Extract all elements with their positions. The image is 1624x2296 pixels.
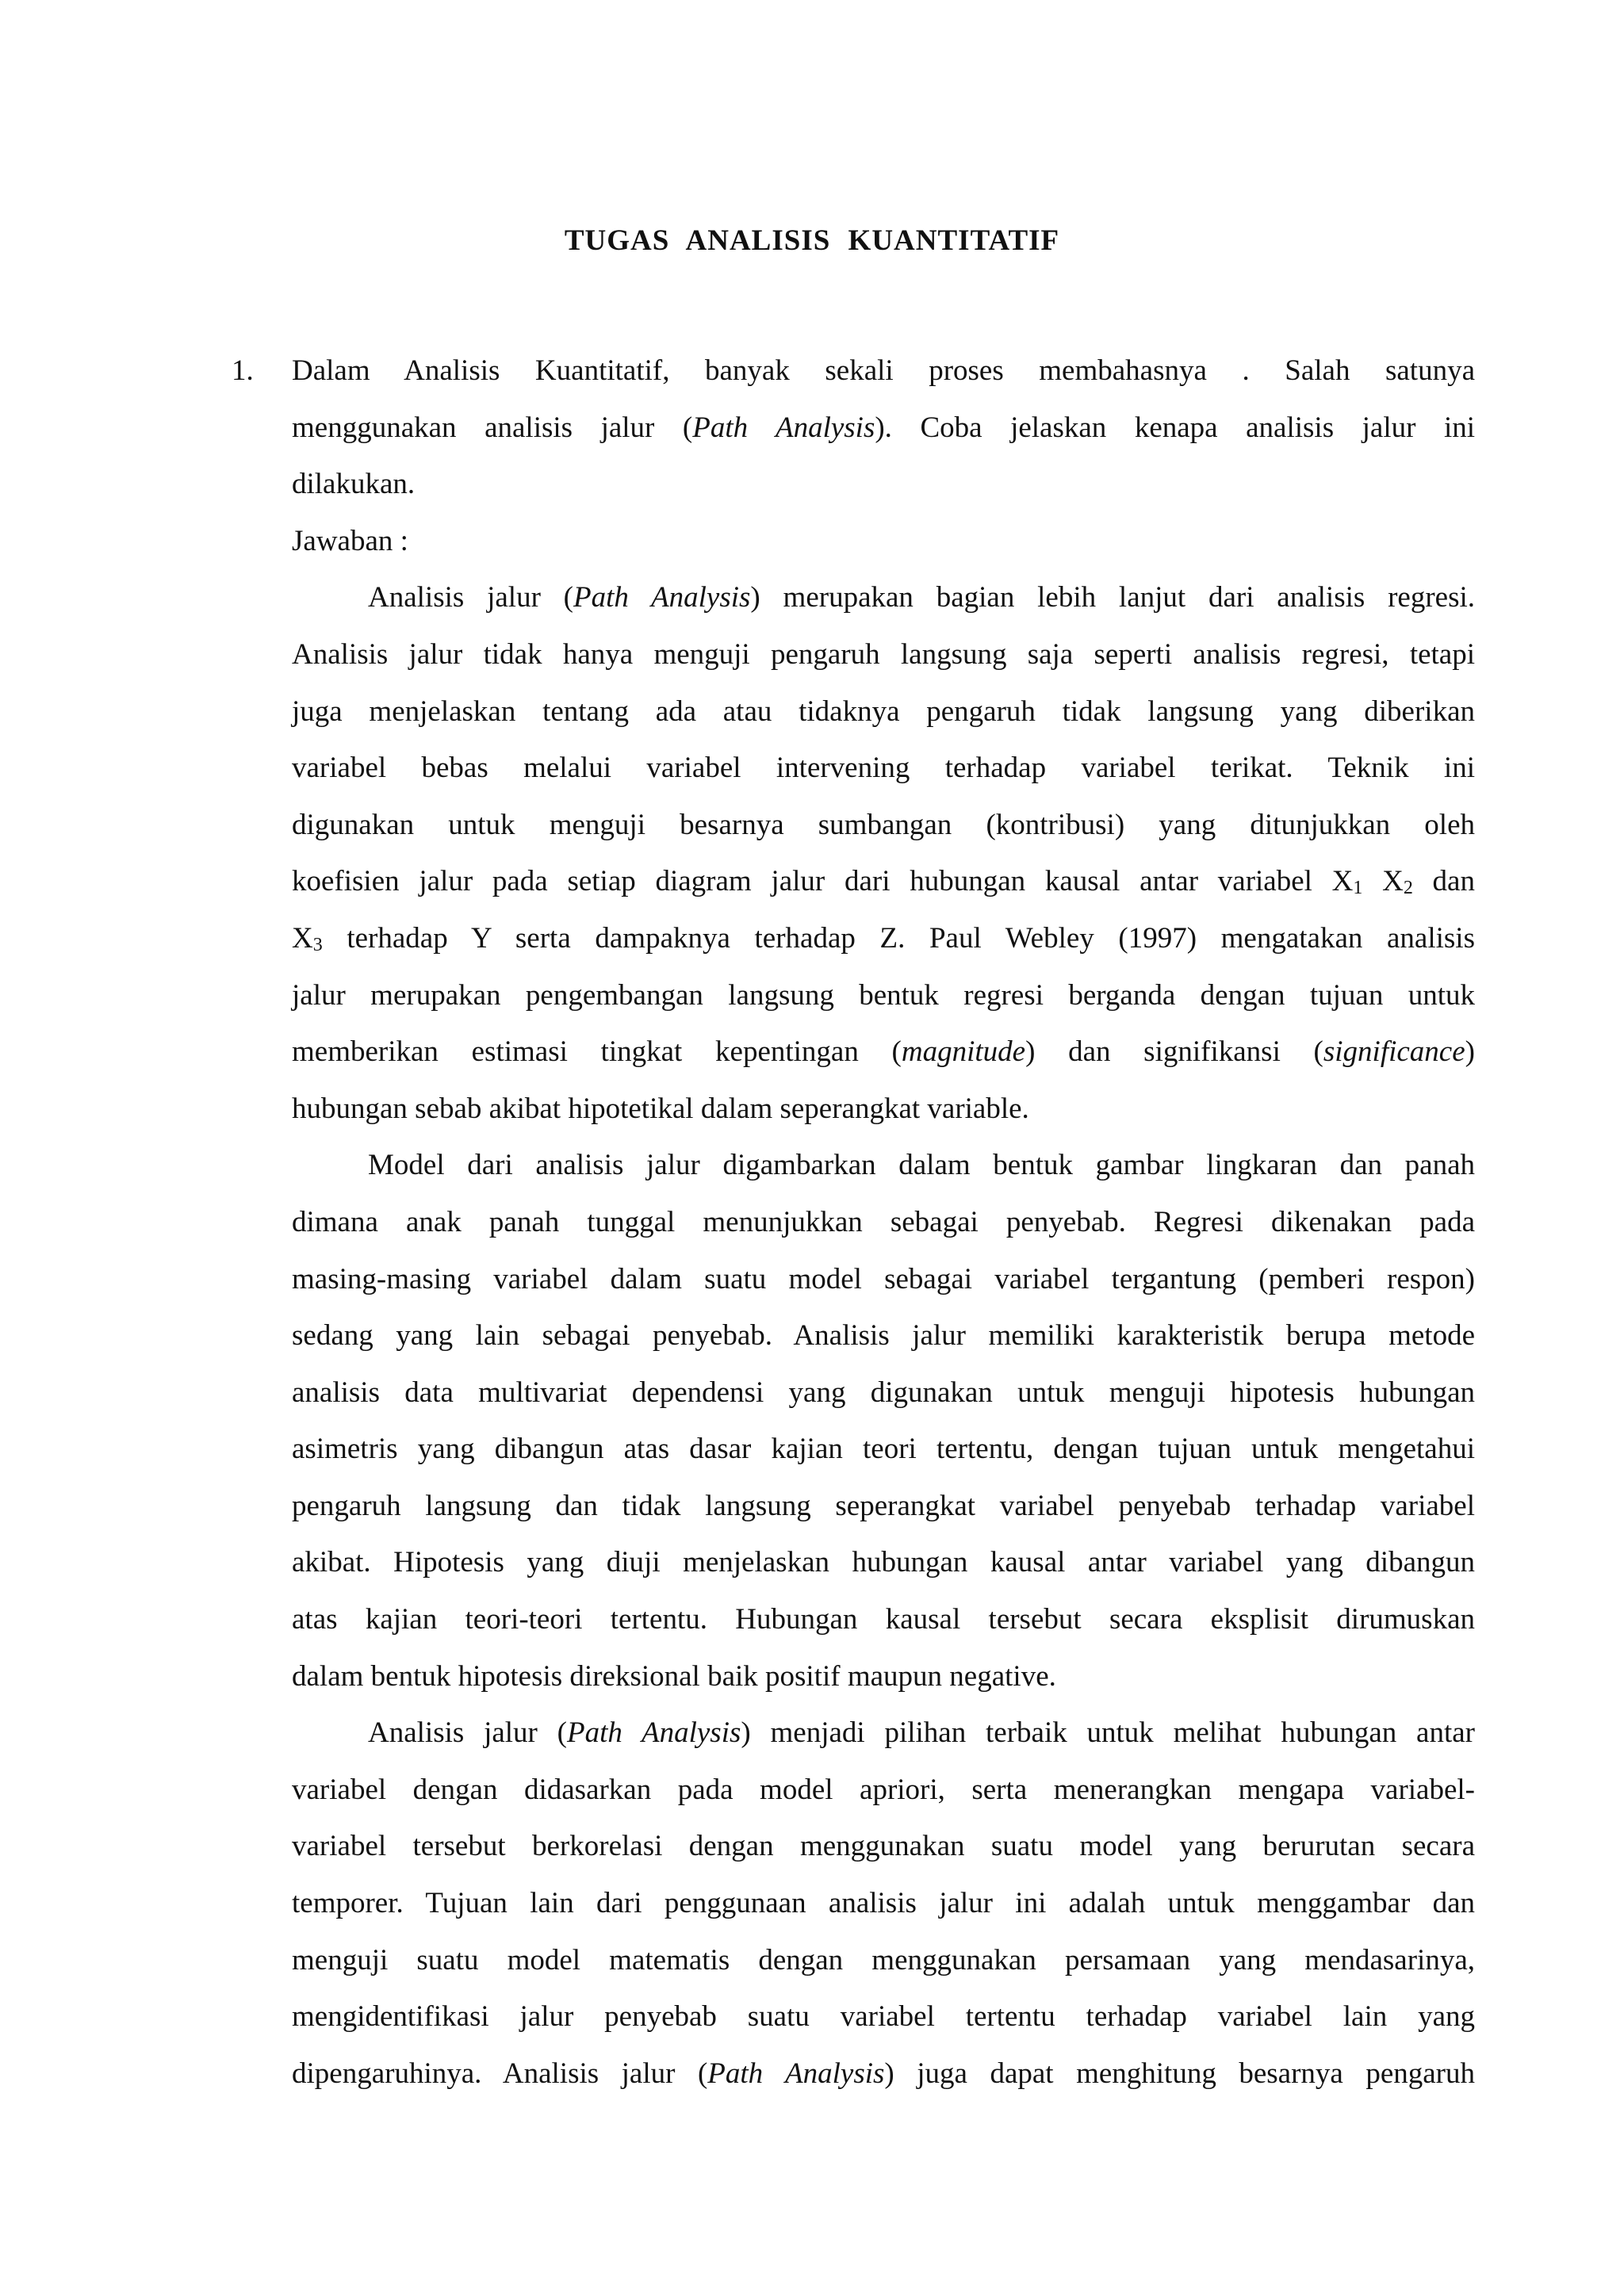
paragraph-line: koefisien jalur pada setiap diagram jalur dari hubungan kausal antar variabel $X_1$ $X_2$ dan: [292, 865, 1475, 899]
question-text: [292, 342, 1475, 513]
paragraph-line: mengidentifikasi jalur penyebab suatu variabel tertentu terhadap variabel lain yang: [292, 2000, 1475, 2034]
answer-paragraph-3: [292, 1705, 1475, 2102]
paragraph-line: Analisis jalur (Path Analysis) menjadi pilihan terbaik untuk melihat hubungan antar: [368, 1716, 1476, 1750]
document-title: TUGAS ANALISIS KUANTITATIF: [564, 224, 1060, 257]
answer-paragraph-1: [292, 569, 1475, 1137]
paragraph-line: sedang yang lain sebagai penyebab. Analisis jalur memiliki karakteristik berupa metode: [292, 1319, 1475, 1353]
paragraph-line: pengaruh langsung dan tidak langsung seperangkat variabel penyebab terhadap variabel: [292, 1489, 1475, 1522]
answer-label: Jawaban :: [292, 524, 408, 557]
paragraph-line: analisis data multivariat dependensi yang digunakan untuk menguji hipotesis hubungan: [292, 1376, 1475, 1409]
question-line: menggunakan analisis jalur (Path Analysis). Coba jelaskan kenapa analisis jalur ini: [292, 411, 1476, 444]
paragraph-line: Analisis jalur tidak hanya menguji pengaruh langsung saja seperti analisis regresi, tetapi: [292, 637, 1475, 671]
question-line: dilakukan.: [292, 468, 416, 501]
paragraph-line: atas kajian teori-teori tertentu. Hubungan kausal tersebut secara eksplisit dirumuskan: [292, 1603, 1475, 1636]
paragraph-line: akibat. Hipotesis yang diuji menjelaskan hubungan kausal antar variabel yang dibangun: [292, 1546, 1475, 1579]
paragraph-line: dipengaruhinya. Analisis jalur (Path Analysis) juga dapat menghitung besarnya pengaruh: [292, 2057, 1476, 2090]
paragraph-line: variabel dengan didasarkan pada model apriori, serta menerangkan mengapa variabel-: [292, 1773, 1475, 1806]
paragraph-line: variabel bebas melalui variabel intervening terhadap variabel terikat. Teknik ini: [292, 752, 1475, 785]
paragraph-line: Model dari analisis jalur digambarkan dalam bentuk gambar lingkaran dan panah: [368, 1149, 1475, 1182]
paragraph-line: menguji suatu model matematis dengan menggunakan persamaan yang mendasarinya,: [292, 1943, 1475, 1976]
question-item: [232, 342, 1476, 2102]
paragraph-line: Analisis jalur (Path Analysis) merupakan bagian lebih lanjut dari analisis regresi.: [368, 581, 1476, 614]
question-line: Dalam Analisis Kuantitatif, banyak sekali proses membahasnya . Salah satunya: [292, 354, 1475, 387]
paragraph-line: hubungan sebab akibat hipotetikal dalam seperangkat variable.: [292, 1092, 1029, 1125]
paragraph-line: memberikan estimasi tingkat kepentingan (magnitude) dan signifikansi (significance): [292, 1035, 1475, 1069]
paragraph-line: digunakan untuk menguji besarnya sumbangan (kontribusi) yang ditunjukkan oleh: [292, 808, 1475, 841]
item-number: 1.: [232, 354, 254, 387]
paragraph-line: dalam bentuk hipotesis direksional baik positif maupun negative.: [292, 1659, 1056, 1693]
paragraph-line: masing-masing variabel dalam suatu model sebagai variabel tergantung (pemberi respon): [292, 1262, 1475, 1295]
paragraph-line: jalur merupakan pengembangan langsung bentuk regresi berganda dengan tujuan untuk: [292, 978, 1475, 1012]
paragraph-line: juga menjelaskan tentang ada atau tidaknya pengaruh tidak langsung yang diberikan: [292, 695, 1475, 728]
paragraph-line: dimana anak panah tunggal menunjukkan sebagai penyebab. Regresi dikenakan pada: [292, 1205, 1475, 1238]
paragraph-line: variabel tersebut berkorelasi dengan menggunakan suatu model yang berurutan secara: [292, 1830, 1475, 1863]
answer-paragraph-2: [292, 1137, 1475, 1705]
paragraph-line: $X_3$ terhadap Y serta dampaknya terhadap Z. Paul Webley (1997) mengatakan analisis: [292, 921, 1475, 955]
paragraph-line: asimetris yang dibangun atas dasar kajian teori tertentu, dengan tujuan untuk mengetahui: [292, 1433, 1475, 1466]
paragraph-line: temporer. Tujuan lain dari penggunaan analisis jalur ini adalah untuk menggambar dan: [292, 1887, 1475, 1920]
